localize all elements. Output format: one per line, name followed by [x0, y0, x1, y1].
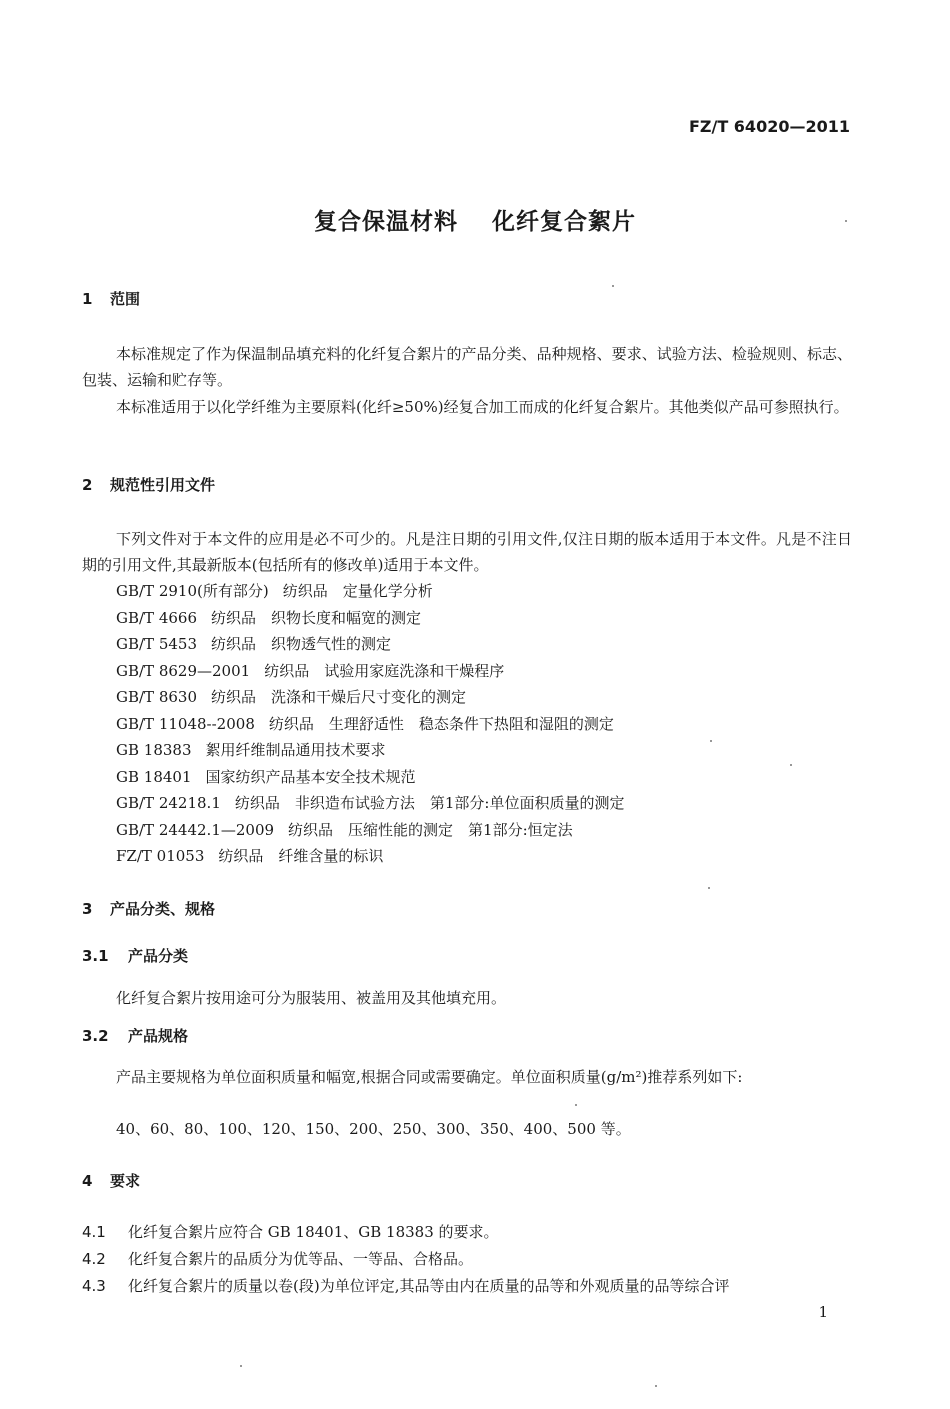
reference-item: GB/T 4666 纺织品 织物长度和幅宽的测定 [116, 609, 422, 627]
reference-item: GB/T 8629—2001 纺织品 试验用家庭洗涤和干燥程序 [116, 662, 505, 680]
page-number: 1 [818, 1303, 828, 1321]
section-3-2-heading: 3.2 产品规格 [82, 1027, 189, 1045]
requirement-item: 4.3 化纤复合絮片的质量以卷(段)为单位评定,其品等由内在质量的品等和外观质量的品等综合评 [82, 1277, 730, 1295]
reference-item: GB/T 2910(所有部分) 纺织品 定量化学分析 [116, 582, 433, 600]
section-3-1-text: 化纤复合絮片按用途可分为服装用、被盖用及其他填充用。 [116, 989, 507, 1007]
title-part-1: 复合保温材料 [314, 209, 458, 235]
standard-code: FZ/T 64020—2011 [688, 117, 850, 136]
scan-speck [612, 285, 614, 287]
section-2-intro: 下列文件对于本文件的应用是必不可少的。凡是注日期的引用文件,仅注日期的版本适用于本文件。凡是不注日期的引用文件,其最新版本(包括所有的修改单)适用于本文件。 [82, 530, 852, 574]
requirement-item: 4.1 化纤复合絮片应符合 GB 18401、GB 18383 的要求。 [82, 1223, 499, 1241]
scan-speck [240, 1365, 242, 1367]
section-4-heading: 4 要求 [82, 1172, 141, 1190]
reference-item: GB 18401 国家纺织产品基本安全技术规范 [116, 768, 416, 786]
scan-speck [575, 1104, 577, 1106]
section-2-heading: 2 规范性引用文件 [82, 476, 216, 494]
section-3-1-heading: 3.1 产品分类 [82, 947, 189, 965]
section-3-2-text: 产品主要规格为单位面积质量和幅宽,根据合同或需要确定。单位面积质量(g/m²)推荐系列如下: [116, 1068, 743, 1086]
reference-item: GB/T 24218.1 纺织品 非织造布试验方法 第1部分:单位面积质量的测定 [116, 794, 625, 812]
section-1-paragraph-2: 本标准适用于以化学纤维为主要原料(化纤≥50%)经复合加工而成的化纤复合絮片。其他类似产品可参照执行。 [116, 398, 849, 416]
section-1-paragraph-1: 本标准规定了作为保温制品填充料的化纤复合絮片的产品分类、品种规格、要求、试验方法、检验规则、标志、包装、运输和贮存等。 [82, 345, 852, 389]
scan-speck [790, 764, 792, 766]
section-3-heading: 3 产品分类、规格 [82, 900, 216, 918]
scan-speck [655, 1385, 657, 1387]
scan-speck [708, 887, 710, 889]
scan-speck [845, 220, 847, 222]
section-1-heading: 1 范围 [82, 290, 141, 308]
title-part-2: 化纤复合絮片 [492, 209, 636, 235]
scan-speck [710, 740, 712, 742]
reference-item: GB/T 8630 纺织品 洗涤和干燥后尺寸变化的测定 [116, 688, 467, 706]
reference-item: GB 18383 絮用纤维制品通用技术要求 [116, 741, 386, 759]
reference-item: GB/T 24442.1—2009 纺织品 压缩性能的测定 第1部分:恒定法 [116, 821, 573, 839]
weight-series: 40、60、80、100、120、150、200、250、300、350、400、500 等。 [116, 1120, 631, 1138]
requirement-item: 4.2 化纤复合絮片的品质分为优等品、一等品、合格品。 [82, 1250, 474, 1268]
reference-item: FZ/T 01053 纺织品 纤维含量的标识 [116, 847, 384, 865]
document-title [0, 203, 950, 236]
reference-item: GB/T 11048--2008 纺织品 生理舒适性 稳态条件下热阻和湿阻的测定 [116, 715, 614, 733]
reference-item: GB/T 5453 纺织品 织物透气性的测定 [116, 635, 392, 653]
